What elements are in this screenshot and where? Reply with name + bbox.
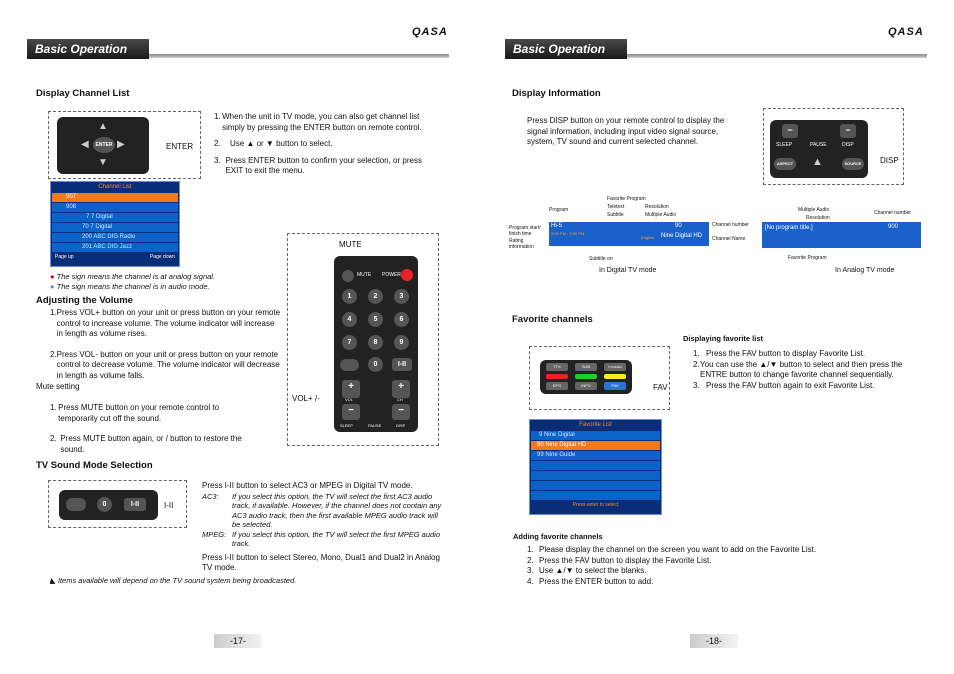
key-3: 3	[394, 289, 409, 304]
channel-number: 900	[888, 224, 899, 230]
analog-caption: In Analog TV mode	[835, 267, 895, 274]
digital-info-bar	[549, 222, 709, 246]
key-0: 0	[368, 357, 383, 372]
left-arrow-icon: ◀	[81, 139, 89, 150]
label-favorite-program: Favorite Program	[788, 255, 827, 261]
key-i-ii: I-II	[392, 358, 412, 371]
label-teletext: Teletext	[607, 204, 625, 210]
page-number: -18-	[705, 636, 722, 646]
page-number-box	[690, 634, 738, 648]
ch-up-icon: +	[392, 380, 410, 398]
remote-image-frame	[48, 480, 187, 528]
page-number: -17-	[229, 636, 246, 646]
section-header: Basic Operation	[27, 39, 149, 59]
disp-callout: DISP	[880, 156, 899, 165]
volume-steps: 1. Press VOL+ button on your unit or press button on your remote control to increase volume. The volume indicator will increase in length as volume rises. 2. Press VOL- button on your unit or press button on your remote control to decrease volume. The volume indicator will decrease in length as volume falls.	[50, 308, 281, 380]
section-title: Adjusting the Volume	[36, 295, 133, 306]
add-steps: 1. Please display the channel on the screen you want to add on the Favorite List. 2. Press the FAV button to display the Favorite List. 3. Use ▲/▼ to select the blanks. 4. Press the ENTER button to add.	[527, 545, 817, 586]
disp-text: Press DISP button on your remote control to display the signal information, including input video signal source, system, TV sound and current selected channel.	[527, 116, 725, 146]
list-item-empty	[531, 471, 660, 480]
down-arrow-icon: ▼	[98, 157, 108, 168]
key-7: 7	[342, 335, 357, 350]
key-8: 8	[368, 335, 383, 350]
red-key	[546, 374, 568, 379]
mute-callout: MUTE	[339, 240, 362, 249]
favorite-list-title: Favorite List	[579, 422, 612, 428]
remote-i-ii-image	[59, 490, 158, 520]
list-item: 907	[52, 193, 178, 202]
epg-button: EPG	[546, 382, 568, 390]
channel-number: 90	[675, 223, 682, 229]
label-subtitle-on: Subtitle on	[589, 256, 613, 262]
green-key	[575, 374, 597, 379]
section-title: Display Channel List	[36, 88, 130, 99]
remote-image-frame	[287, 233, 439, 446]
key-0: 0	[97, 497, 112, 512]
up-arrow-icon: ▲	[98, 121, 108, 132]
sleep-key-label: SLEEP	[776, 142, 793, 148]
label-channel-number: Channel number	[712, 222, 749, 228]
key-4: 4	[342, 312, 357, 327]
header-rule	[627, 54, 927, 58]
digital-caption: In Digital TV mode	[599, 267, 657, 274]
key-6: 6	[394, 312, 409, 327]
ch-down-icon: −	[392, 404, 410, 420]
remote-image	[334, 256, 418, 432]
list-item: 90 Nine Digital HD	[531, 441, 660, 450]
list-item-empty	[531, 461, 660, 470]
label-favorite-program: Favorite Program	[607, 196, 646, 202]
channel-name: Nine Digital HD	[661, 233, 703, 239]
vol-key-label: VOL	[345, 397, 354, 402]
ttx-button: TTX	[546, 363, 568, 371]
yellow-key	[604, 374, 626, 379]
page-down-hint: Page down	[149, 254, 175, 260]
list-item: 200 ABC DIG Radio	[52, 233, 178, 242]
label-channel-name: Channel Name	[712, 236, 746, 242]
channel-steps: 1. When the unit in TV mode, you can also get channel list simply by pressing the ENTER button on remote control. 2. Use ▲ or ▼ button to select. 3. Press ENTER button to confirm your selection, or press EXIT to exit the menu.	[214, 112, 422, 175]
pause-key-label: PAUSE	[810, 142, 827, 148]
label-subtitle: Subtitle	[607, 212, 624, 218]
label-multiple-audio: Multiple Audio	[645, 212, 677, 218]
disp-key-label: DISP	[396, 423, 406, 428]
tv-video-button: TV/VIDEO	[604, 363, 626, 371]
vol-up-icon: +	[342, 380, 360, 398]
label-rating: Rating information	[509, 238, 534, 250]
ch-down-icon: −	[840, 124, 856, 138]
fav-steps: 1. Press the FAV button to display Favorite List. 2. You can use the ▲/▼ button to select and then press the ENTRE button to change favorite channel sequentially. 3. Press the FAV button again to exit Favorite List.	[693, 349, 903, 390]
key-i-ii: I-II	[124, 498, 146, 511]
brand-logo: QASA	[888, 26, 924, 38]
remote-dpad-image	[57, 117, 149, 174]
list-item: 9 Nine Digital	[531, 431, 660, 440]
subsection-title: Adding favorite channels	[513, 532, 603, 541]
remote-fav-image	[540, 360, 632, 394]
channel-list-menu	[50, 181, 180, 267]
program-time: 9:00 PM - 9:30 PM	[551, 231, 585, 236]
info-button: INFO	[575, 382, 597, 390]
ch-key-label: CH	[397, 397, 403, 402]
list-item: 99 Nine Guide	[531, 451, 660, 460]
return-icon	[340, 359, 359, 371]
fav-button: FAV	[604, 382, 626, 390]
key-2: 2	[368, 289, 383, 304]
remote-image-frame	[529, 346, 670, 410]
vol-callout: VOL+ /-	[292, 394, 320, 403]
fav-callout: FAV	[653, 383, 668, 392]
label-multiple-audio: Multiple Audio	[798, 207, 830, 213]
section-header: Basic Operation	[505, 39, 627, 59]
label-start-finish: Program start/ finish time	[509, 225, 541, 237]
vol-down-icon: −	[342, 404, 360, 420]
favorite-list-menu	[529, 419, 662, 515]
label-resolution: Resolution	[645, 204, 669, 210]
sub-button: SUB	[575, 363, 597, 371]
enter-button: ENTER	[93, 137, 115, 153]
power-key-label: POWER	[382, 272, 401, 278]
brand-logo: QASA	[412, 26, 448, 38]
mute-key-label: MUTE	[357, 272, 372, 278]
section-title: Display Information	[512, 88, 601, 99]
footnote: ◣ Items available will depend on the TV sound system being broadcasted.	[50, 576, 297, 585]
list-item-empty	[531, 481, 660, 490]
subsection-title: Displaying favorite list	[683, 334, 764, 343]
page-up-hint: Page up	[55, 254, 74, 260]
key-1: 1	[342, 289, 357, 304]
channel-list-title: Channel List	[51, 182, 179, 192]
list-item: 7 7 Digital	[52, 213, 178, 222]
right-arrow-icon: ▶	[117, 139, 125, 150]
key-9: 9	[394, 335, 409, 350]
remote-disp-image	[770, 120, 868, 178]
label-resolution: Resolution	[806, 215, 830, 221]
enter-callout: ENTER	[166, 142, 194, 151]
aspect-button: ASPECT	[774, 158, 796, 170]
remote-image-frame	[48, 111, 201, 179]
list-item: 908	[52, 203, 178, 212]
analog-sign-icon: ●	[50, 272, 55, 281]
analog-info-diagram	[762, 205, 932, 278]
list-item: 201 ABC DIG Jazz	[52, 243, 178, 252]
sign-notes: ● The sign means the channel is at analog signal. ● The sign means the channel is in audio mode.	[50, 272, 216, 291]
audio-sign-icon: ●	[50, 281, 55, 291]
vol-down-icon: −	[782, 124, 798, 138]
sound-mode-text: Press I-II button to select AC3 or MPEG in Digital TV mode. AC3: If you select this option, the TV will select the first AC3 audio track, if available. However, if the channel does not contain any AC3 audio track, then the first available MPEG audio track will be selected. MPEG: If you select this option, the TV will select the first MPEG audio track. Press I-II button to select Stereo, Mono, Dual1 and Dual2 in Analog TV mode.	[202, 481, 442, 572]
disp-key-label: DISP	[842, 142, 854, 148]
mute-icon	[342, 270, 354, 282]
header-rule	[149, 54, 449, 58]
label-channel-number: Channel number	[874, 210, 911, 216]
analog-info-bar	[762, 222, 921, 248]
i-ii-callout: I-II	[164, 501, 174, 510]
sleep-key-label: SLEEP	[340, 423, 353, 428]
mute-setting-title: Mute setting	[36, 382, 80, 391]
up-arrow-icon: ▲	[812, 156, 823, 168]
digital-info-diagram	[509, 196, 759, 278]
note-arrow-icon: ◣	[50, 576, 56, 585]
list-item: 70 7 Digital	[52, 223, 178, 232]
page-number-box	[214, 634, 262, 648]
mute-steps: 1. Press MUTE button on your remote control to temporarily cut off the sound. 2. Press MUTE button again, or / button to restore the sound.	[50, 403, 242, 454]
pause-key-label: PAUSE	[368, 423, 382, 428]
key-5: 5	[368, 312, 383, 327]
program-title: [No program title.]	[765, 225, 813, 231]
list-item-empty	[531, 491, 660, 500]
section-title: Favorite channels	[512, 314, 593, 325]
return-icon	[66, 498, 86, 511]
source-button: SOURCE	[842, 158, 864, 170]
section-title: TV Sound Mode Selection	[36, 460, 153, 471]
program-name: Hi-5	[551, 223, 563, 229]
favorite-list-footer: Press enter to select	[572, 502, 619, 508]
remote-image-frame	[763, 108, 904, 185]
label-program: Program	[549, 207, 569, 213]
power-icon	[401, 269, 413, 281]
audio-language: English	[641, 235, 655, 240]
